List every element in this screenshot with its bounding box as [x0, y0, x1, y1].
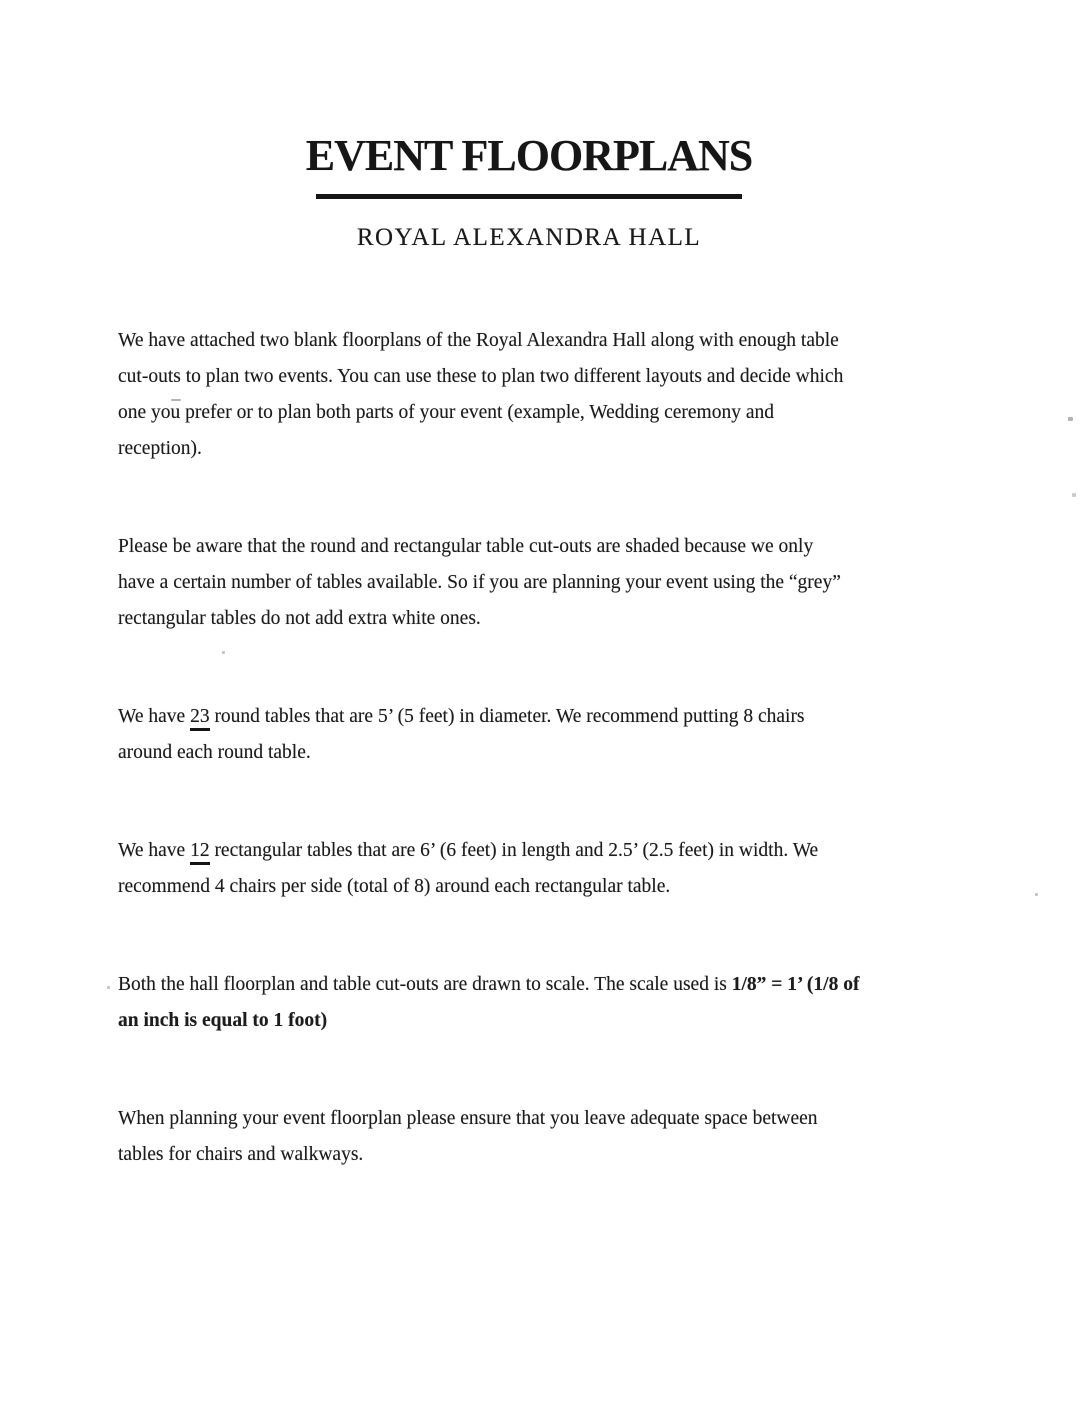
text-line	[118, 833, 940, 869]
text-segment: round tables that are 5’ (5 feet) in diameter. We recommend putting 8 chairs	[209, 706, 805, 727]
paragraph-scale	[118, 967, 940, 1039]
text-line: We have attached two blank floorplans of the Royal Alexandra Hall along with enough table	[118, 330, 839, 351]
text-line: an inch is equal to 1 foot)	[118, 1010, 328, 1031]
rect-table-count: 12	[190, 840, 210, 865]
text-line	[118, 967, 940, 1003]
page-title: EVENT FLOORPLANS	[305, 131, 753, 180]
scan-artifact	[1068, 417, 1073, 421]
text-line	[118, 699, 940, 735]
paragraph-rect-tables	[118, 833, 940, 905]
title-underline	[316, 194, 742, 199]
text-line: one you prefer or to plan both parts of your event (example, Wedding ceremony and	[118, 402, 774, 423]
scale-value: 1/8” = 1’ (1/8 of	[731, 974, 860, 995]
scan-artifact	[1035, 893, 1038, 896]
paragraph-round-tables	[118, 699, 940, 771]
text-line: rectangular tables do not add extra white ones.	[118, 608, 481, 629]
scan-artifact	[1072, 493, 1076, 497]
paragraph-spacing-note	[118, 1101, 940, 1173]
text-segment: We have	[118, 840, 191, 861]
text-segment: Both the hall floorplan and table cut-outs are drawn to scale. The scale used is	[118, 974, 732, 995]
text-line: Please be aware that the round and rectangular table cut-outs are shaded because we only	[118, 536, 814, 557]
document-body	[118, 323, 940, 1173]
text-line: around each round table.	[118, 742, 311, 763]
text-line: When planning your event floorplan please ensure that you leave adequate space between	[118, 1108, 818, 1129]
paragraph-shading-note	[118, 529, 940, 637]
text-line: cut-outs to plan two events. You can use these to plan two different layouts and decide which	[118, 366, 844, 387]
round-table-count: 23	[190, 706, 210, 731]
text-line: reception).	[118, 438, 202, 459]
scan-artifact	[107, 986, 110, 989]
page-subtitle: ROYAL ALEXANDRA HALL	[356, 224, 702, 251]
text-line: have a certain number of tables available. So if you are planning your event using the “grey”	[118, 572, 841, 593]
paragraph-intro	[118, 323, 940, 467]
text-segment: rectangular tables that are 6’ (6 feet) in length and 2.5’ (2.5 feet) in width. We	[209, 840, 819, 861]
text-line: tables for chairs and walkways.	[118, 1144, 364, 1165]
document-content	[118, 0, 940, 1173]
text-segment: We have	[118, 706, 191, 727]
scan-artifact	[171, 399, 181, 401]
text-line: recommend 4 chairs per side (total of 8) around each rectangular table.	[118, 876, 671, 897]
scan-artifact	[222, 651, 225, 654]
